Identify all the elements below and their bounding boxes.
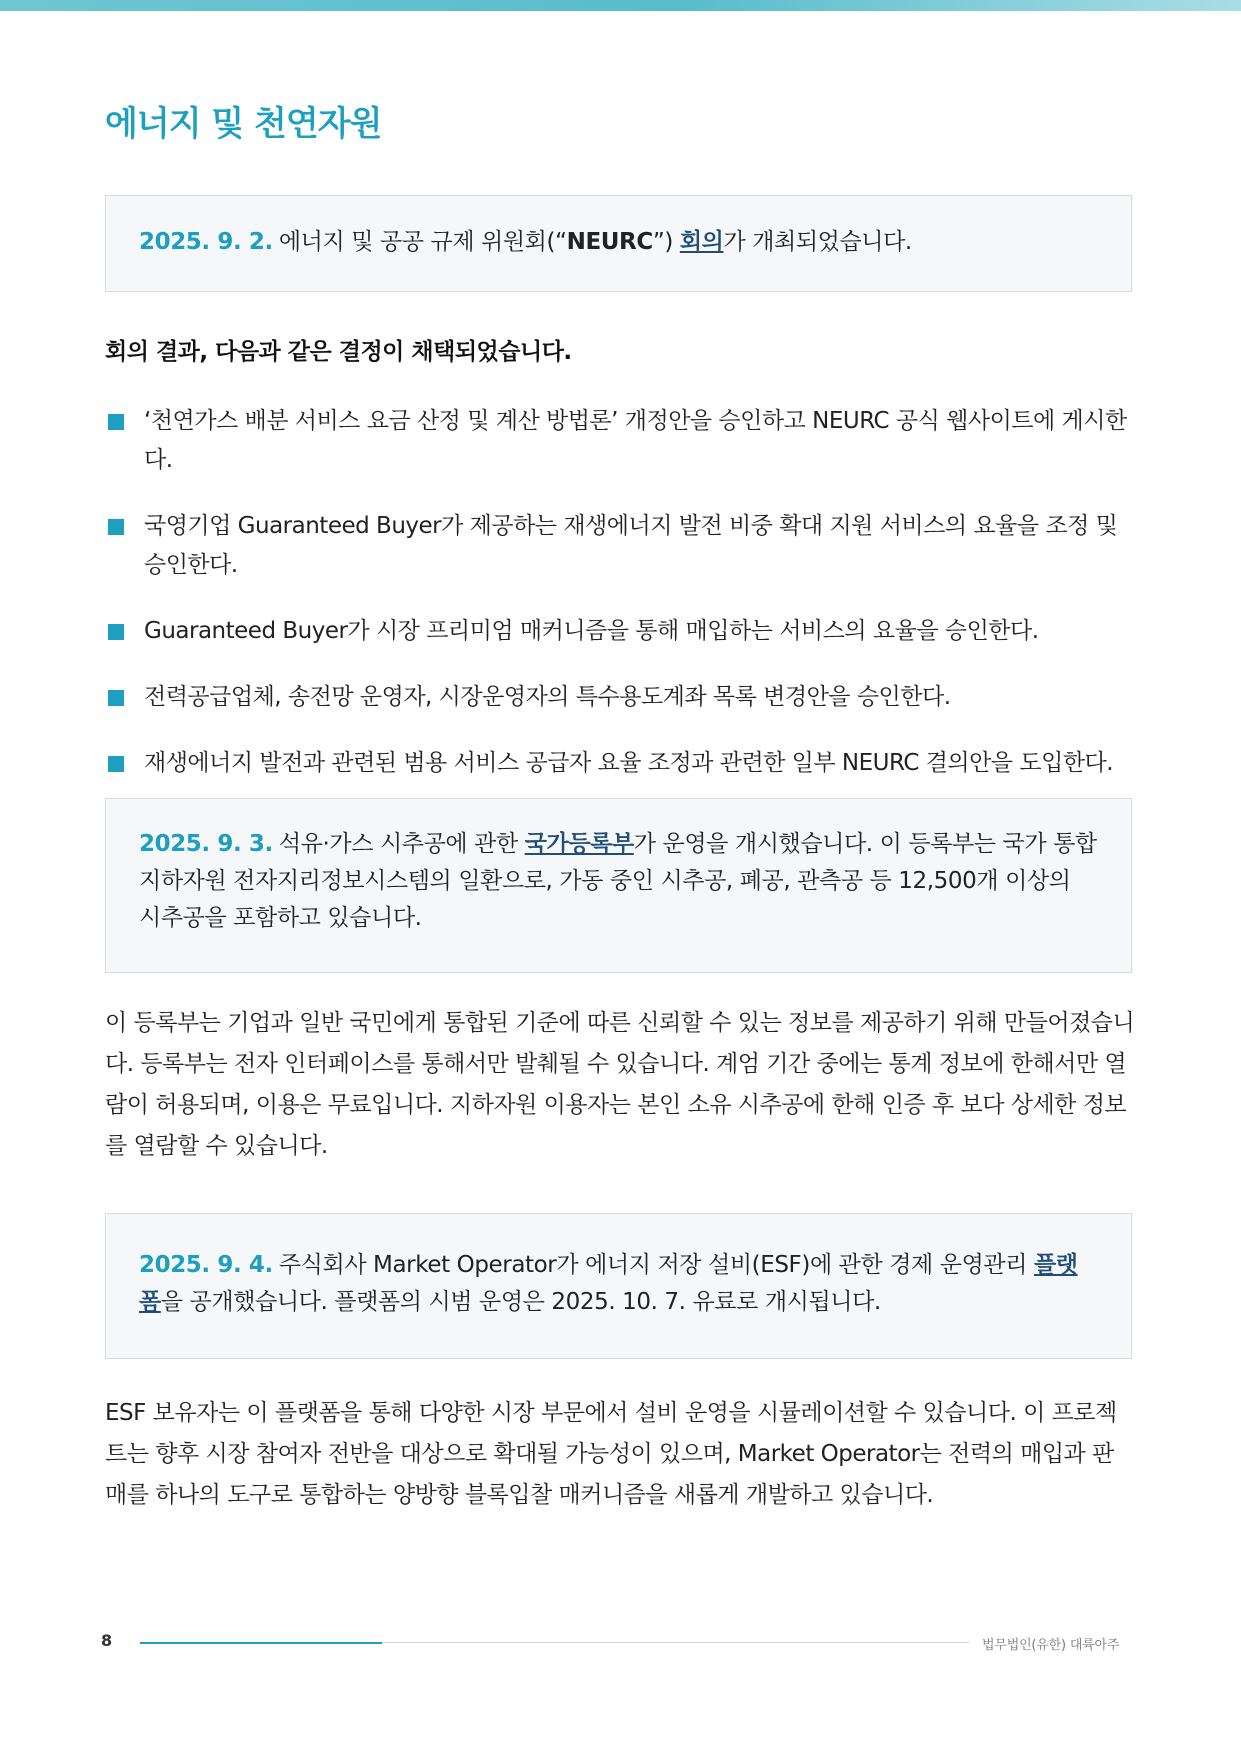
footer-progress-line [140, 1642, 382, 1644]
news-box-sep-4 [105, 1213, 1132, 1359]
news-text: 주식회사 Market Operator가 에너지 저장 설비(ESF)에 관한 경제 운영관리 [278, 1252, 1034, 1278]
list-item [105, 744, 1135, 783]
meeting-link[interactable]: 회의 [679, 229, 724, 255]
list-item [105, 678, 1135, 717]
list-item-text: 전력공급업체, 송전망 운영자, 시장운영자의 특수용도계좌 목록 변경안을 승인한다. [144, 684, 951, 710]
list-item-text: ‘천연가스 배분 서비스 요금 산정 및 계산 방법론’ 개정안을 승인하고 NEURC 공식 웹사이트에 게시한다. [144, 408, 1127, 473]
list-item-text: 재생에너지 발전과 관련된 범용 서비스 공급자 요율 조정과 관련한 일부 NEURC 결의안을 도입한다. [144, 750, 1114, 776]
news-date: 2025. 9. 2. [139, 229, 273, 255]
news-text: 가 개최되었습니다. [723, 229, 912, 255]
bullet-square-icon [108, 690, 124, 706]
footer-divider [382, 1642, 969, 1643]
news-text: 석유·가스 시추공에 관한 [278, 831, 525, 857]
page-title: 에너지 및 천연자원 [105, 104, 382, 144]
platform-link[interactable]: 플랫폼 [139, 1252, 1078, 1315]
bullet-square-icon [108, 756, 124, 772]
news-text: 에너지 및 공공 규제 위원회(“ [278, 229, 567, 255]
bullet-square-icon [108, 414, 124, 430]
news-date: 2025. 9. 4. [139, 1252, 273, 1278]
decisions-list [105, 402, 1135, 810]
esf-paragraph: ESF 보유자는 이 플랫폼을 통해 다양한 시장 부문에서 설비 운영을 시뮬레이션할 수 있습니다. 이 프로젝트는 향후 시장 참여자 전반을 대상으로 확대될 가능성이 있으며, Market Operator는 전력의 매입과 판매를 하나의 도구로 통합하는 양방향 블록입찰 매커니즘을 새롭게 개발하고 있습니다. [105, 1400, 1117, 1508]
news-text: 을 공개했습니다. 플랫폼의 시범 운영은 2025. 10. 7. 유료로 개시됩니다. [160, 1289, 881, 1315]
list-item [105, 612, 1135, 651]
list-item [105, 402, 1135, 480]
news-box-sep-2 [105, 195, 1132, 292]
news-date: 2025. 9. 3. [139, 831, 273, 857]
page-number: 8 [101, 1631, 113, 1650]
list-item-text: Guaranteed Buyer가 시장 프리미엄 매커니즘을 통해 매입하는 서비스의 요율을 승인한다. [144, 618, 1039, 644]
news-bold-text: NEURC [566, 229, 653, 255]
decisions-heading: 회의 결과, 다음과 같은 결정이 채택되었습니다. [105, 339, 572, 365]
news-text: ”) [652, 229, 680, 255]
list-item [105, 507, 1135, 585]
bullet-square-icon [108, 624, 124, 640]
registry-paragraph: 이 등록부는 기업과 일반 국민에게 통합된 기준에 따른 신뢰할 수 있는 정보를 제공하기 위해 만들어졌습니다. 등록부는 전자 인터페이스를 통해서만 발췌될 수 있습니다. 계엄 기간 중에는 통계 정보에 한해서만 열람이 허용되며, 이용은 무료입니다. 지하자원 이용자는 본인 소유 시추공에 한해 인증 후 보다 상세한 정보를 열람할 수 있습니다. [105, 1010, 1135, 1159]
national-registry-link[interactable]: 국가등록부 [524, 831, 634, 857]
news-box-sep-3 [105, 798, 1132, 973]
news-text: 가 운영을 개시했습니다. 이 등록부는 국가 통합 지하자원 전자지리정보시스템의 일환으로, 가동 중인 시추공, 폐공, 관측공 등 12,500개 이상의 시추공을 포함하고 있습니다. [139, 831, 1097, 931]
bullet-square-icon [108, 519, 124, 535]
footer-brand: 법무법인(유한) 대륙아주 [982, 1638, 1120, 1653]
top-accent-bar [0, 0, 1241, 11]
list-item-text: 국영기업 Guaranteed Buyer가 제공하는 재생에너지 발전 비중 확대 지원 서비스의 요율을 조정 및 승인한다. [144, 513, 1118, 578]
